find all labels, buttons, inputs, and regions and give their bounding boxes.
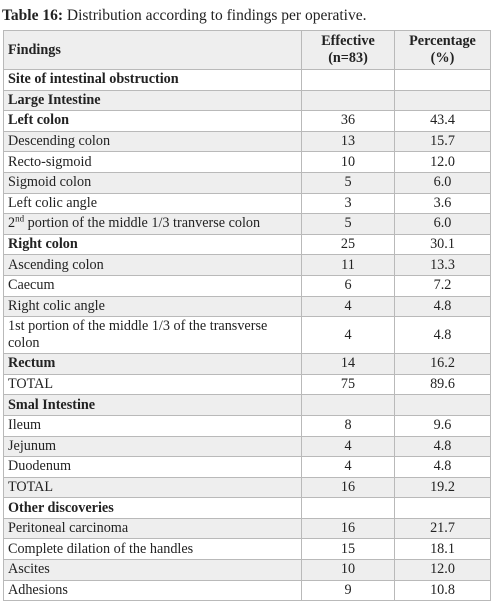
effective-value: 5 — [302, 214, 395, 235]
percentage-value: 9.6 — [395, 415, 491, 436]
finding-label: TOTAL — [4, 477, 302, 498]
effective-value: 8 — [302, 415, 395, 436]
findings-table — [3, 30, 491, 601]
table-row — [4, 70, 491, 91]
header-effective-line1: Effective — [321, 33, 375, 49]
finding-label: Other discoveries — [4, 498, 302, 519]
percentage-value — [395, 395, 491, 416]
percentage-value: 15.7 — [395, 131, 491, 152]
finding-label: TOTAL — [4, 374, 302, 395]
table-row — [4, 111, 491, 132]
effective-value: 6 — [302, 275, 395, 296]
effective-value: 14 — [302, 354, 395, 375]
percentage-value: 12.0 — [395, 560, 491, 581]
percentage-value: 3.6 — [395, 193, 491, 214]
table-row — [4, 498, 491, 519]
header-effective-line2: (n=83) — [328, 50, 368, 66]
effective-value: 5 — [302, 172, 395, 193]
finding-label — [4, 214, 302, 235]
effective-value: 16 — [302, 518, 395, 539]
percentage-value: 16.2 — [395, 354, 491, 375]
table-row — [4, 395, 491, 416]
percentage-value: 19.2 — [395, 477, 491, 498]
finding-label: Descending colon — [4, 131, 302, 152]
header-effective — [302, 31, 395, 70]
percentage-value: 6.0 — [395, 172, 491, 193]
effective-value: 4 — [302, 296, 395, 317]
table-row — [4, 415, 491, 436]
table-header — [4, 31, 491, 70]
header-percentage — [395, 31, 491, 70]
percentage-value: 13.3 — [395, 255, 491, 276]
table-row — [4, 518, 491, 539]
finding-label: Jejunum — [4, 436, 302, 457]
effective-value: 4 — [302, 317, 395, 354]
finding-label-pre: 2 — [8, 215, 16, 232]
percentage-value: 4.8 — [395, 436, 491, 457]
effective-value: 36 — [302, 111, 395, 132]
effective-value — [302, 70, 395, 91]
table-caption-text: Distribution according to findings per operative. — [63, 7, 367, 24]
effective-value — [302, 395, 395, 416]
table-row — [4, 255, 491, 276]
table-row — [4, 374, 491, 395]
table-row — [4, 90, 491, 111]
table-caption-label: Table 16: — [2, 7, 64, 24]
effective-value: 16 — [302, 477, 395, 498]
percentage-value — [395, 498, 491, 519]
effective-value: 10 — [302, 560, 395, 581]
percentage-value: 7.2 — [395, 275, 491, 296]
finding-label: Caecum — [4, 275, 302, 296]
finding-label: Right colic angle — [4, 296, 302, 317]
effective-value: 13 — [302, 131, 395, 152]
effective-value: 9 — [302, 580, 395, 601]
finding-label: Left colic angle — [4, 193, 302, 214]
finding-label: Ascending colon — [4, 255, 302, 276]
effective-value: 25 — [302, 234, 395, 255]
finding-label: Ascites — [4, 560, 302, 581]
table-row — [4, 354, 491, 375]
table-row — [4, 539, 491, 560]
header-percentage-line2: (%) — [430, 50, 455, 66]
percentage-value: 43.4 — [395, 111, 491, 132]
finding-label: Smal Intestine — [4, 395, 302, 416]
finding-label: Complete dilation of the handles — [4, 539, 302, 560]
table-row — [4, 234, 491, 255]
percentage-value: 12.0 — [395, 152, 491, 173]
finding-label: Site of intestinal obstruction — [4, 70, 302, 91]
effective-value: 11 — [302, 255, 395, 276]
header-findings: Findings — [4, 31, 302, 70]
table-row — [4, 580, 491, 601]
percentage-value: 4.8 — [395, 296, 491, 317]
percentage-value: 30.1 — [395, 234, 491, 255]
percentage-value: 4.8 — [395, 317, 491, 354]
finding-label: Adhesions — [4, 580, 302, 601]
percentage-value: 18.1 — [395, 539, 491, 560]
table-row — [4, 317, 491, 354]
percentage-value: 6.0 — [395, 214, 491, 235]
percentage-value: 21.7 — [395, 518, 491, 539]
percentage-value — [395, 70, 491, 91]
table-row — [4, 457, 491, 478]
percentage-value: 10.8 — [395, 580, 491, 601]
finding-label: Rectum — [4, 354, 302, 375]
finding-label: Recto-sigmoid — [4, 152, 302, 173]
table-row — [4, 214, 491, 235]
table-row — [4, 193, 491, 214]
effective-value: 15 — [302, 539, 395, 560]
effective-value: 3 — [302, 193, 395, 214]
header-row — [4, 31, 491, 70]
percentage-value: 89.6 — [395, 374, 491, 395]
table-row — [4, 152, 491, 173]
table-body — [4, 70, 491, 601]
finding-label: Large Intestine — [4, 90, 302, 111]
effective-value: 75 — [302, 374, 395, 395]
table-row — [4, 477, 491, 498]
finding-label: Ileum — [4, 415, 302, 436]
effective-value: 4 — [302, 436, 395, 457]
finding-label: Left colon — [4, 111, 302, 132]
finding-label: Right colon — [4, 234, 302, 255]
percentage-value — [395, 90, 491, 111]
table-row — [4, 560, 491, 581]
finding-label: Sigmoid colon — [4, 172, 302, 193]
finding-label: Duodenum — [4, 457, 302, 478]
table-row — [4, 131, 491, 152]
header-percentage-line1: Percentage — [409, 33, 476, 49]
table-caption — [2, 7, 366, 25]
table-row — [4, 296, 491, 317]
table-row — [4, 172, 491, 193]
finding-label-superscript: nd — [15, 213, 25, 224]
table-row — [4, 275, 491, 296]
effective-value: 10 — [302, 152, 395, 173]
table-row — [4, 436, 491, 457]
finding-label-post: portion of the middle 1/3 tranverse colon — [24, 215, 261, 232]
effective-value: 4 — [302, 457, 395, 478]
percentage-value: 4.8 — [395, 457, 491, 478]
effective-value — [302, 90, 395, 111]
finding-label: 1st portion of the middle 1/3 of the transverse colon — [4, 317, 302, 354]
effective-value — [302, 498, 395, 519]
finding-label: Peritoneal carcinoma — [4, 518, 302, 539]
